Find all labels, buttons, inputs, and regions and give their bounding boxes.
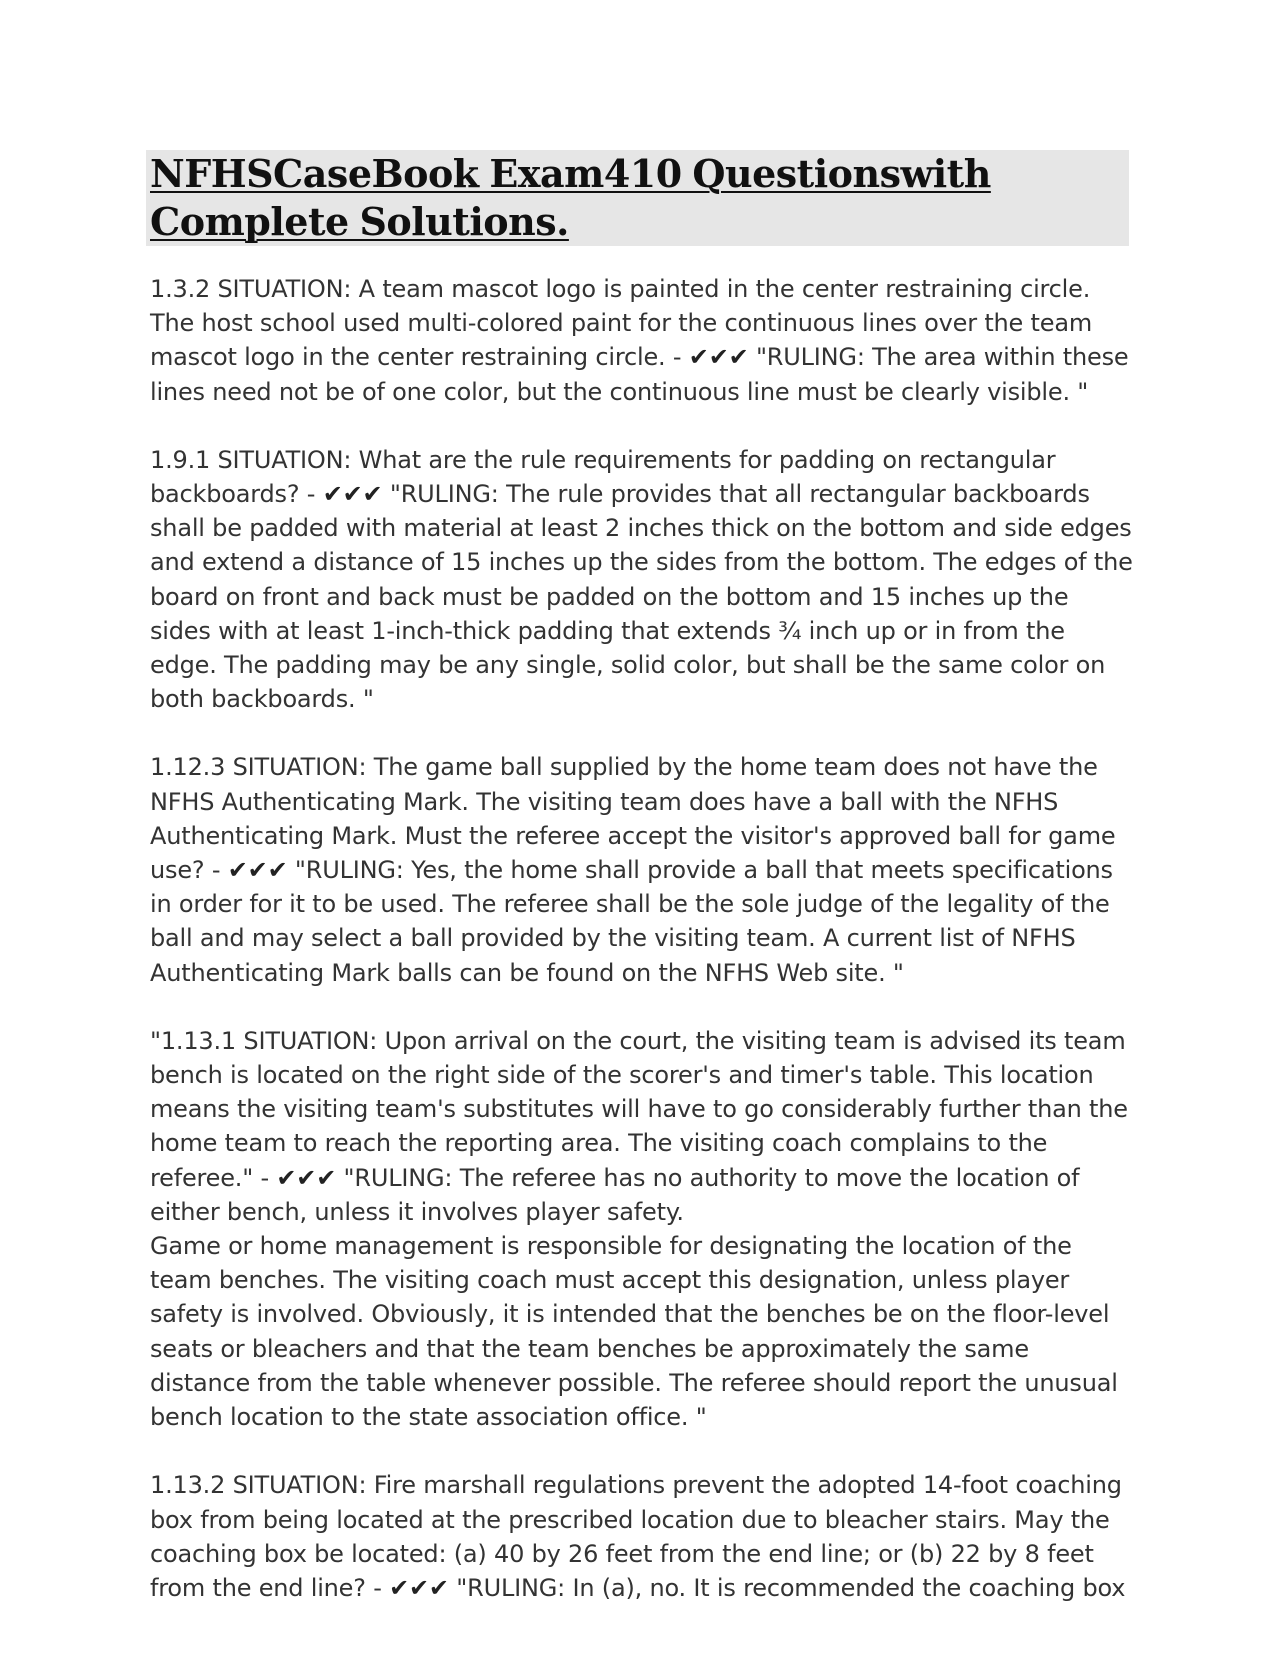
title-banner: [146, 150, 1129, 246]
checkmarks-icon: ✔✔✔: [276, 1163, 337, 1192]
answer-text: "RULING: In (a), no. It is recommended the coaching box: [448, 1573, 1126, 1602]
entry-continuation: Game or home management is responsible for designating the location of the team benches. The visiting coach must accept this designation, unless player safety is involved. Obviously, it is intended that the benches be on the floor-level seats or bleachers and that the team benches be approximately the same distance from the table whenever possible. The referee should report the unusual bench location to the state association office. ": [150, 1232, 1118, 1432]
question-text: 1.3.2 SITUATION: A team mascot logo is painted in the center restraining circle. The host school used multi-colored paint for the continuous lines over the team mascot logo in the center restraining circle. -: [150, 275, 1093, 372]
checkmarks-icon: ✔✔✔: [227, 856, 288, 885]
document-body: [150, 272, 1135, 1639]
answer-text: "RULING: Yes, the home shall provide a ball that meets specifications in order for it to be used. The referee shall be the sole judge of the legality of the ball and may select a ball provided by the visiting team. A current list of NFHS Authenticating Mark balls can be found on the NFHS Web site. ": [150, 856, 1113, 987]
question-text: 1.12.3 SITUATION: The game ball supplied by the home team does not have the NFHS Authenticating Mark. The visiting team does have a ball with the NFHS Authenticating Mark. Must the referee accept the visitor's approved ball for game use? -: [150, 753, 1116, 885]
qa-entry-1-13-1: [150, 1024, 1135, 1434]
checkmarks-icon: ✔✔✔: [322, 480, 383, 509]
question-text: "1.13.1 SITUATION: Upon arrival on the court, the visiting team is advised its team bench is located on the right side of the scorer's and timer's table. This location means the visiting team's substitutes will have to go considerably further than the home team to reach the reporting area. The visiting coach complains to the referee." -: [150, 1026, 1128, 1192]
qa-entry-1-12-3: [150, 750, 1135, 989]
qa-entry-1-9-1: [150, 443, 1135, 717]
document-title: NFHSCaseBook Exam410 Questionswith Complete Solutions.: [150, 151, 991, 244]
answer-text: "RULING: The rule provides that all rectangular backboards shall be padded with material at least 2 inches thick on the bottom and side edges and extend a distance of 15 inches up the sides from the bottom. The edges of the board on front and back must be padded on the bottom and 15 inches up the sides with at least 1-inch-thick padding that extends ¾ inch up or in from the edge. The padding may be any single, solid color, but shall be the same color on both backboards. ": [150, 480, 1133, 714]
answer-text: "RULING: The area within these lines need not be of one color, but the continuous line must be clearly visible. ": [150, 343, 1129, 406]
checkmarks-icon: ✔✔✔: [688, 343, 749, 372]
qa-entry-1-3-2: [150, 272, 1135, 409]
entry-paragraph: [150, 272, 1135, 409]
question-text: 1.9.1 SITUATION: What are the rule requirements for padding on rectangular backboards? -: [150, 445, 1056, 509]
entry-paragraph: [150, 750, 1135, 989]
entry-paragraph: [150, 1468, 1135, 1605]
entry-paragraph: [150, 443, 1135, 717]
answer-text: "RULING: The referee has no authority to move the location of either bench, unless it involves player safety.: [150, 1163, 1080, 1226]
entry-paragraph: [150, 1024, 1135, 1229]
question-text: 1.13.2 SITUATION: Fire marshall regulations prevent the adopted 14-foot coaching box from being located at the prescribed location due to bleacher stairs. May the coaching box be located: (a) 40 by 26 feet from the end line; or (b) 22 by 8 feet from the end line? -: [150, 1471, 1122, 1602]
checkmarks-icon: ✔✔✔: [389, 1573, 449, 1602]
qa-entry-1-13-2: [150, 1468, 1135, 1605]
